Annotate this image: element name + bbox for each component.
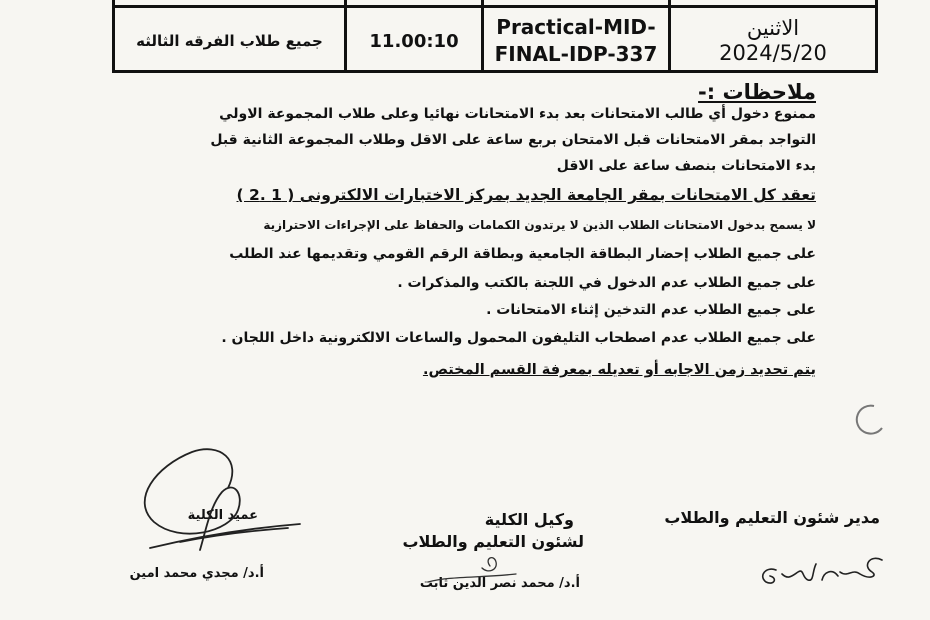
- exam-code-line2: FINAL-IDP-337: [494, 42, 658, 66]
- note-line: بدء الامتحانات بنصف ساعة على الاقل: [556, 158, 816, 174]
- vice-dean-title: وكيل الكلية: [484, 510, 574, 529]
- table-divider: [668, 0, 671, 11]
- exam-code-line1: Practical-MID-: [496, 15, 656, 39]
- location-heading: تعقد كل الامتحانات بمقر الجامعة الجديد بمركز الاختبارات الالكترونى ( 1 .2 ): [236, 186, 816, 204]
- rule-line: لا يسمح بدخول الامتحانات الطلاب الذين لا يرتدون الكمامات والحفاظ على الإجراءات الاحترازية: [263, 218, 816, 232]
- exam-table-header-edge: [112, 0, 878, 8]
- exam-day-cell: [671, 11, 875, 71]
- exam-day: الاثنين: [746, 16, 800, 40]
- rule-line: على جميع الطلاب عدم اصطحاب التليفون المحمول والساعات الالكترونية داخل اللجان .: [221, 330, 816, 346]
- vice-dean-title-line2: لشئون التعليم والطلاب: [402, 532, 584, 551]
- rule-line: يتم تحديد زمن الاجابه أو تعديله بمعرفة القسم المختص.: [422, 362, 816, 378]
- vice-dean-signature-icon: [420, 548, 540, 588]
- director-signature-icon: [752, 550, 892, 590]
- note-line: التواجد بمقر الامتحانات قبل الامتحان بربع ساعة على الاقل وطلاب المجموعة الثانية قبل: [210, 132, 816, 148]
- rule-line: على جميع الطلاب عدم التدخين إثناء الامتحانات .: [486, 302, 816, 318]
- rule-line: على جميع الطلاب عدم الدخول في اللجنة بالكتب والمذكرات .: [397, 275, 816, 291]
- note-line: ممنوع دخول أي طالب الامتحانات بعد بدء الامتحانات نهائيا وعلى طلاب المجموعة الاولي: [219, 106, 816, 122]
- rule-line: على جميع الطلاب إحضار البطاقة الجامعية وبطاقة الرقم القومي وتقديمها عند الطلب: [229, 246, 816, 262]
- exam-date: 2024/5/20: [719, 41, 827, 65]
- notes-title: ملاحظات :-: [698, 80, 816, 104]
- dean-name: أ.د/ مجدي محمد امين: [129, 566, 264, 581]
- vice-dean-name: أ.د/ محمد نصر الدين ثابت: [419, 576, 580, 591]
- table-divider: [481, 0, 484, 11]
- director-title: مدير شئون التعليم والطلاب: [664, 508, 880, 527]
- exam-code-cell: [484, 11, 671, 71]
- exam-time: 11.00:10: [347, 11, 484, 71]
- exam-group: جميع طلاب الفرقه الثالثه: [115, 11, 347, 71]
- table-divider: [344, 0, 347, 11]
- dean-signature-icon: [110, 440, 310, 560]
- punch-hole-mark: [852, 402, 892, 442]
- dean-title: عميد الكلية: [187, 508, 258, 523]
